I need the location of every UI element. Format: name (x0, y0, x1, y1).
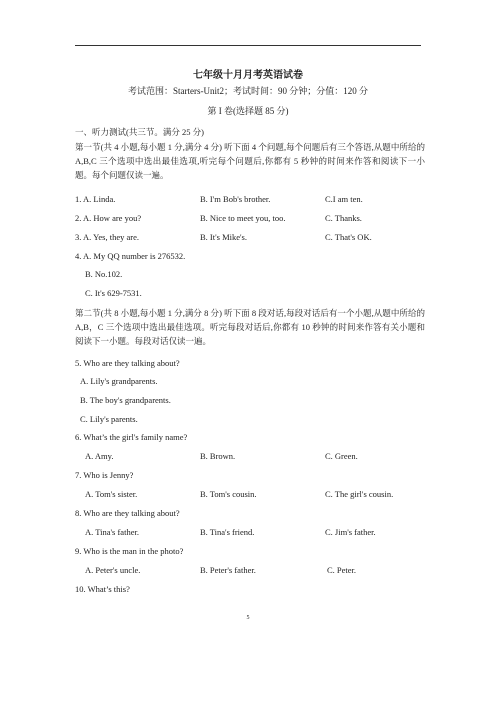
q9-option-c: C. Peter. (327, 565, 357, 575)
q5-option-b: B. The boy's grandparents. (80, 395, 171, 405)
q4-option-c: C. It's 629-7531. (85, 288, 142, 298)
exam-title: 七年级十月月考英语试卷 (193, 70, 303, 81)
q1-option-a: 1. A. Linda. (75, 194, 116, 204)
q8-option-a: A. Tina's father. (85, 527, 139, 537)
q9-stem: 9. Who is the man in the photo? (75, 546, 184, 556)
exam-info: 考试范围：Starters-Unit2；考试时间：90 分钟；分值：120 分 (128, 86, 368, 96)
q1-option-c: C.I am ten. (325, 194, 363, 204)
q4-option-b: B. No.102. (85, 269, 123, 279)
page-number: 5 (246, 615, 250, 621)
q5-stem: 5. Who are they talking about? (75, 358, 180, 368)
section1-intro: 第一节(共 4 小题,每小题 1 分,满分 4 分) 听下面 4 个问题,每个问题后有三个答语,从题中所给的 A,B,C 三个选项中选出最佳选项,听完每个问题后,你都有 5 秒钟的时间来作答和阅读下一小题。每个问题仅读一遍。 (75, 142, 425, 180)
part-heading: 一、听力测试(共三节。满分 25 分) (75, 127, 204, 137)
q3-option-a: 3. A. Yes, they are. (75, 232, 139, 242)
q6-option-a: A. Amy. (85, 451, 114, 461)
q8-option-c: C. Jim's father. (325, 527, 376, 537)
q5-option-a: A. Lily's grandparents. (80, 376, 158, 386)
q6-option-c: C. Green. (325, 451, 358, 461)
q5-option-c: C. Lily's parents. (80, 414, 138, 424)
q2-option-b: B. Nice to meet you, too. (200, 213, 286, 223)
q8-stem: 8. Who are they talking about? (75, 508, 180, 518)
q6-stem: 6. What’s the girl's family name? (75, 432, 188, 442)
volume-heading: 第 I 卷(选择题 85 分) (207, 106, 289, 116)
q9-option-a: A. Peter's uncle. (85, 565, 141, 575)
q1-option-b: B. I'm Bob's brother. (200, 194, 271, 204)
q2-option-c: C. Thanks. (325, 213, 362, 223)
q8-option-b: B. Tina's friend. (200, 527, 255, 537)
q3-option-c: C. That's OK. (325, 232, 372, 242)
q10-stem: 10. What’s this? (75, 584, 130, 594)
q4-option-a: 4. A. My QQ number is 276532. (75, 251, 186, 261)
q7-option-c: C. The girl's cousin. (325, 489, 394, 499)
q6-option-b: B. Brown. (200, 451, 236, 461)
q3-option-b: B. It's Mike's. (200, 232, 247, 242)
q2-option-a: 2. A. How are you? (75, 213, 142, 223)
q7-stem: 7. Who is Jenny? (75, 470, 134, 480)
section2-intro: 第二节(共 8 小题,每小题 1 分,满分 8 分) 听下面 8 段对话,每段对话后有一个小题,从题中所给的 A,B，C 三个选项中选出最佳选项。听完每段对话后,你都有 10 秒钟的时间来作答有关小题和阅读下一小题。每段对话仅读一遍。 (75, 308, 425, 346)
q7-option-b: B. Tom's cousin. (200, 489, 257, 499)
q9-option-b: B. Peter's father. (200, 565, 256, 575)
header-rule (75, 45, 421, 46)
q7-option-a: A. Tom's sister. (85, 489, 138, 499)
